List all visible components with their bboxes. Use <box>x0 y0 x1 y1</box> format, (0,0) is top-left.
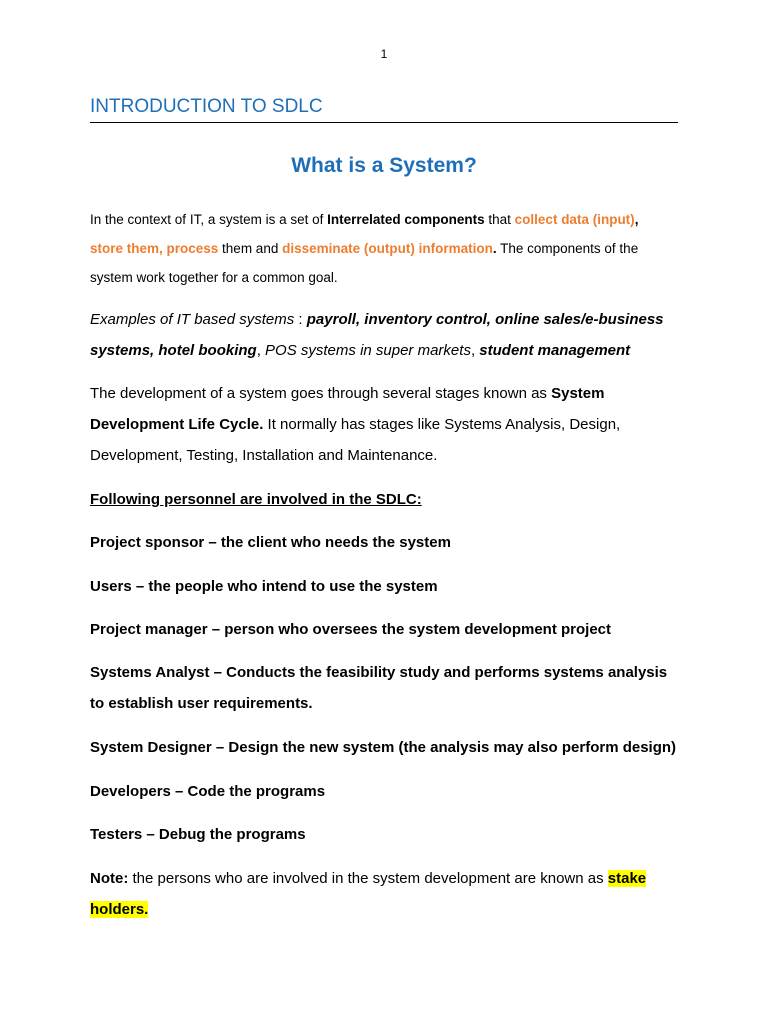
personnel-item-text: Testers – Debug the programs <box>90 826 306 843</box>
personnel-item-text: Systems Analyst – Conducts the feasibility study and performs systems analysis to establish user requirements. <box>90 664 668 712</box>
personnel-heading <box>90 484 680 515</box>
page-title: What is a System? <box>291 154 477 177</box>
personnel-item <box>90 571 680 602</box>
personnel-item-text: Developers – Code the programs <box>90 783 326 800</box>
page-number: 1 <box>380 47 388 61</box>
examples-label: Examples of IT based systems <box>90 311 295 328</box>
intro-emphasis: disseminate (output) information <box>282 241 493 256</box>
personnel-item <box>90 614 680 645</box>
note-highlight: stake holders. <box>90 870 647 918</box>
personnel-item <box>90 819 680 850</box>
examples-comma: , <box>470 342 480 359</box>
intro-punct: . <box>492 241 497 256</box>
personnel-item <box>90 527 680 558</box>
intro-text: In the context of IT, a system is a set of <box>90 212 328 227</box>
note-text: the persons who are involved in the system development are known as <box>128 870 608 887</box>
personnel-item <box>90 732 680 763</box>
development-text: It normally has stages like Systems Analysis, Design, Development, Testing, Installation and Maintenance. <box>90 416 621 464</box>
examples-paragraph <box>90 304 680 366</box>
personnel-item-text: Project manager – person who oversees the system development project <box>90 621 612 638</box>
intro-text: them and <box>218 241 283 256</box>
examples-comma: , <box>256 342 266 359</box>
intro-punct: , <box>634 212 639 227</box>
personnel-item-text: System Designer – Design the new system (the analysis may also perform design) <box>90 739 677 756</box>
intro-text: The components of the system work together for a common goal. <box>90 241 639 285</box>
intro-emphasis: collect data (input) <box>514 212 635 227</box>
personnel-item <box>90 776 680 807</box>
personnel-item-text: Project sponsor – the client who needs the system <box>90 534 451 551</box>
examples-list: student management <box>479 342 631 359</box>
note-paragraph <box>90 863 680 925</box>
examples-list: payroll, inventory control, online sales/e-business systems, hotel booking <box>90 311 664 359</box>
personnel-heading-text: Following personnel are involved in the SDLC: <box>90 491 422 508</box>
intro-text: that <box>484 212 515 227</box>
intro-emphasis: store them, process <box>90 241 219 256</box>
note-label: Note: <box>90 870 129 887</box>
personnel-item <box>90 657 680 719</box>
development-bold-term: System Development Life Cycle. <box>90 385 605 433</box>
intro-paragraph <box>90 205 680 292</box>
examples-list: POS systems in super markets <box>265 342 471 359</box>
development-text: The development of a system goes through several stages known as <box>90 385 552 402</box>
section-heading: INTRODUCTION TO SDLC <box>90 96 678 123</box>
personnel-item-text: Users – the people who intend to use the system <box>90 578 438 595</box>
development-paragraph <box>90 378 680 471</box>
intro-bold-term: Interrelated components <box>327 212 485 227</box>
examples-sep: : <box>294 311 307 328</box>
